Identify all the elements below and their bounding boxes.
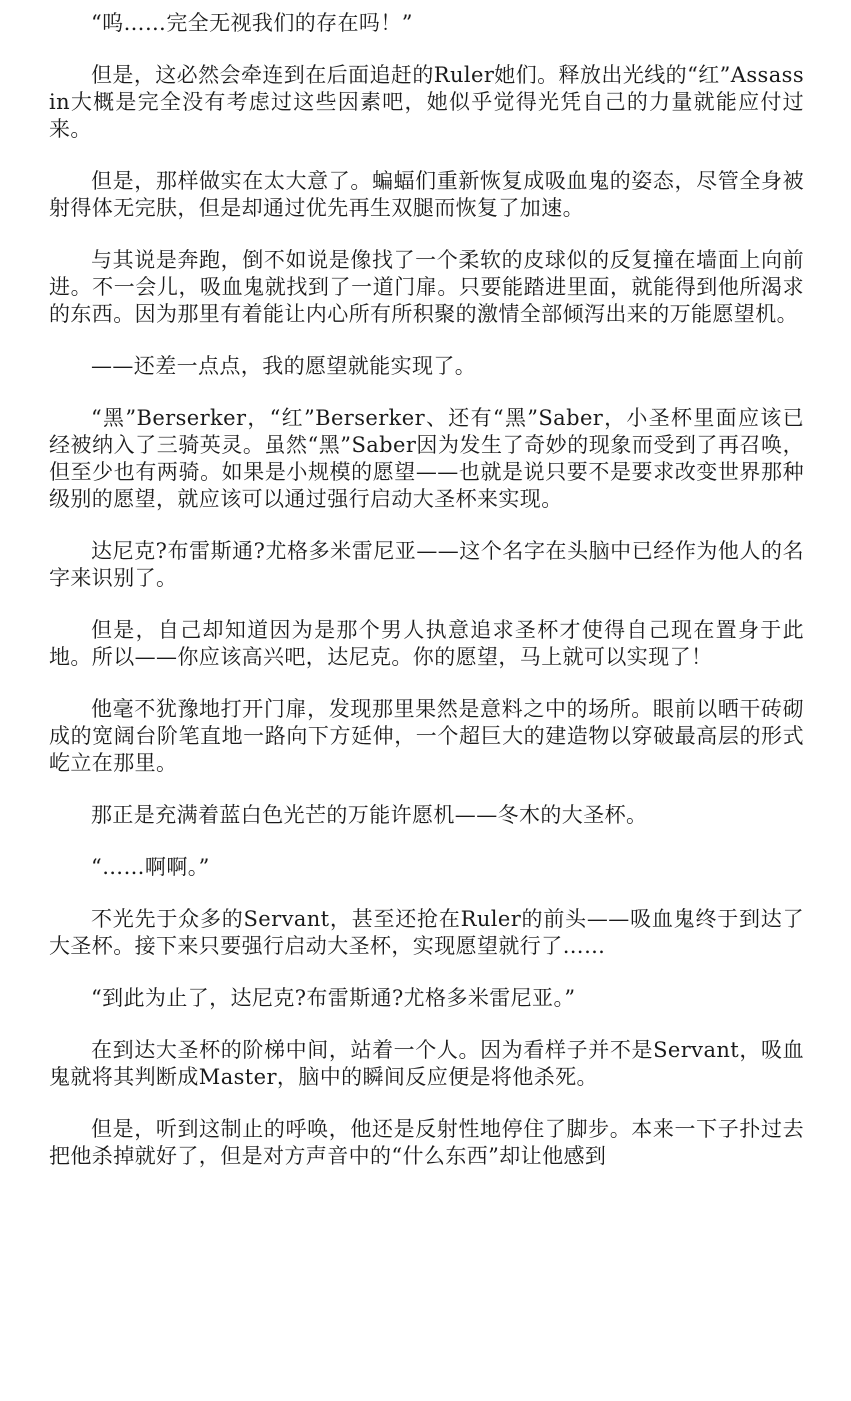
paragraph-ruler-pursuit: 但是，这必然会牵连到在后面追赶的Ruler她们。释放出光线的“红”Assassin大概是完全没有考虑过这些因素吧，她似乎觉得光凭自己的力量就能应付过来。	[49, 63, 804, 141]
paragraph-open-door: 他毫不犹豫地打开门扉，发现那里果然是意料之中的场所。眼前以晒干砖砌成的宽阔台阶笔直地一路向下方延伸，一个超巨大的建造物以穿破最高层的形式屹立在那里。	[49, 697, 804, 775]
paragraph-great-grail: 那正是充满着蓝白色光芒的万能许愿机——冬木的大圣杯。	[91, 803, 648, 827]
paragraph-stop-here: “到此为止了，达尼克?布雷斯通?尤格多米雷尼亚。”	[91, 986, 576, 1010]
paragraph-reached-grail: 不光先于众多的Servant，甚至还抢在Ruler的前头——吸血鬼终于到达了大圣杯。接下来只要强行启动大圣杯，实现愿望就行了……	[49, 907, 804, 958]
paragraph-found-door: 与其说是奔跑，倒不如说是像找了一个柔软的皮球似的反复撞在墙面上向前进。不一会儿，吸血鬼就找到了一道门扉。只要能踏进里面，就能得到他所渴求的东西。因为那里有着能让内心所有所积聚的激情全部倾泻出来的万能愿望机。	[49, 248, 804, 326]
paragraph-dialogue-ignored: “呜……完全无视我们的存在吗！”	[91, 11, 413, 35]
document-body	[49, 10, 804, 1195]
paragraph-person-on-stairs: 在到达大圣杯的阶梯中间，站着一个人。因为看样子并不是Servant，吸血鬼就将其判断成Master，脑中的瞬间反应便是将他杀死。	[49, 1038, 804, 1089]
paragraph-wish-soon: 但是，自己却知道因为是那个男人执意追求圣杯才使得自己现在置身于此地。所以——你应该高兴吧，达尼克。你的愿望，马上就可以实现了！	[49, 618, 804, 669]
paragraph-darnic-name: 达尼克?布雷斯通?尤格多米雷尼亚——这个名字在头脑中已经作为他人的名字来识别了。	[49, 539, 804, 590]
paragraph-small-grail: “黑”Berserker，“红”Berserker、还有“黑”Saber，小圣杯里面应该已经被纳入了三骑英灵。虽然“黑”Saber因为发生了奇妙的现象而受到了再召唤，但至少也有两骑。如果是小规模的愿望——也就是说只要不是要求改变世界那种级别的愿望，就应该可以通过强行启动大圣杯来实现。	[49, 406, 804, 511]
paragraph-ah: “……啊啊。”	[91, 855, 210, 879]
paragraph-reflex-stop: 但是，听到这制止的呼唤，他还是反射性地停住了脚步。本来一下子扑过去把他杀掉就好了，但是对方声音中的“什么东西”却让他感到	[49, 1117, 804, 1168]
paragraph-bats-regenerate: 但是，那样做实在太大意了。蝙蝠们重新恢复成吸血鬼的姿态，尽管全身被射得体无完肤，但是却通过优先再生双腿而恢复了加速。	[49, 169, 804, 220]
paragraph-almost-there: ——还差一点点，我的愿望就能实现了。	[91, 354, 477, 378]
